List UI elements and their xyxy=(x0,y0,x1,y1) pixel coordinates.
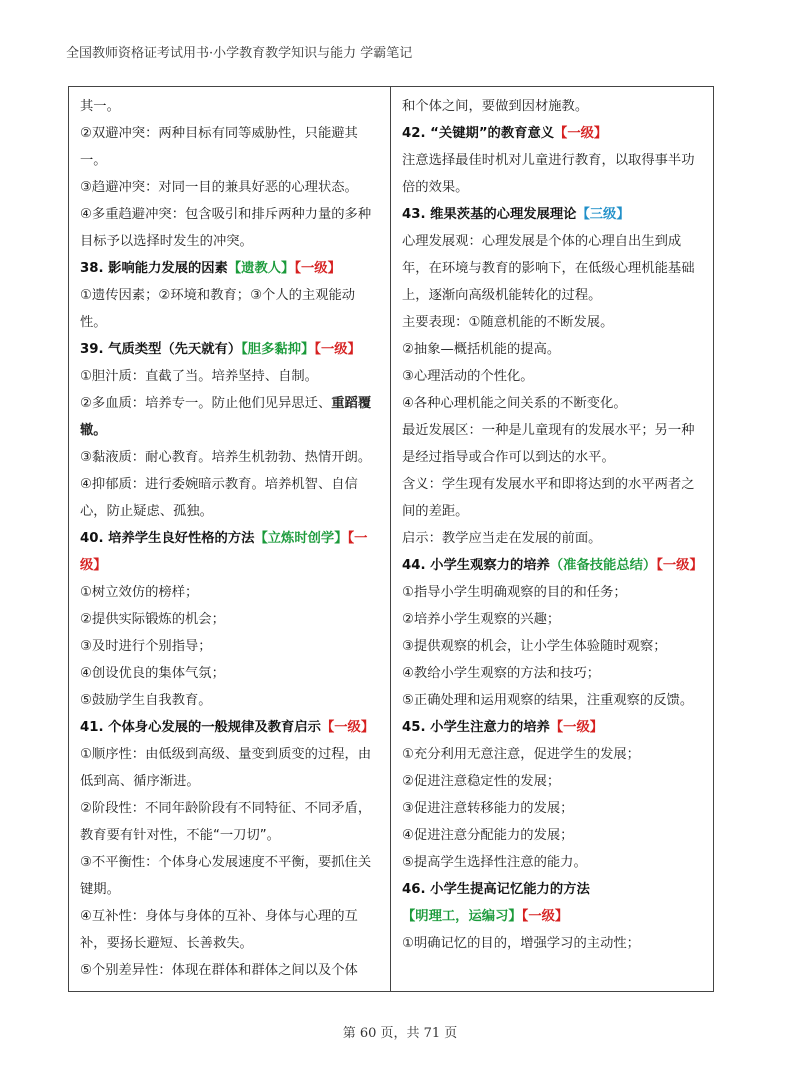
section-heading xyxy=(80,255,380,282)
section-heading xyxy=(402,714,704,741)
left-column xyxy=(80,93,380,984)
body-line: 注意选择最佳时机对儿童进行教育，以取得事半功倍的效果。 xyxy=(402,153,695,195)
body-text: ②多血质：培养专一。防止他们见异思迁、 xyxy=(80,396,332,411)
body-line: ④抑郁质：进行委婉暗示教育。培养机智、自信心，防止疑虑、孤独。 xyxy=(80,477,358,519)
body-line: ①胆汁质：直截了当。培养坚持、自制。 xyxy=(80,369,318,384)
body-line: 和个体之间，要做到因材施教。 xyxy=(402,99,589,114)
body-line: ①充分利用无意注意，促进学生的发展； xyxy=(402,747,640,762)
body-line: ②双避冲突：两种目标有同等威胁性，只能避其一。 xyxy=(80,126,358,168)
heading-title: 43. 维果茨基的心理发展理论 xyxy=(402,207,577,222)
body-line: 主要表现：①随意机能的不断发展。 xyxy=(402,315,614,330)
body-line: ③促进注意转移能力的发展； xyxy=(402,801,574,816)
level-tag: 【一级】 xyxy=(656,558,703,573)
body-line: ⑤个别差异性：体现在群体和群体之间以及个体 xyxy=(80,963,358,978)
body-line: ⑤提高学生选择性注意的能力。 xyxy=(402,855,587,870)
section-heading xyxy=(80,525,380,579)
body-line: ③黏液质：耐心教育。培养生机勃勃、热情开朗。 xyxy=(80,450,372,465)
body-line: ②培养小学生观察的兴趣； xyxy=(402,612,561,627)
heading-title: 39. 气质类型（先天就有） xyxy=(80,342,242,357)
level-tag: 【三级】 xyxy=(576,207,630,222)
body-line: ①遗传因素；②环境和教育；③个人的主观能动性。 xyxy=(80,288,356,330)
section-heading xyxy=(80,336,380,363)
section-heading xyxy=(402,120,704,147)
heading-title: 40. 培养学生良好性格的方法 xyxy=(80,531,255,546)
body-line: ③不平衡性：个体身心发展速度不平衡，要抓住关键期。 xyxy=(80,855,372,897)
page-header: 全国教师资格证考试用书·小学教育教学知识与能力 学霸笔记 xyxy=(66,46,413,61)
heading-title: 41. 个体身心发展的一般规律及教育启示 xyxy=(80,720,321,735)
body-line: ④互补性：身体与身体的互补、身体与心理的互补，要扬长避短、长善救失。 xyxy=(80,909,358,951)
body-line: ④多重趋避冲突：包含吸引和排斥两种力量的多种目标予以选择时发生的冲突。 xyxy=(80,207,372,249)
body-line: ②阶段性：不同年龄阶段有不同特征、不同矛盾，教育要有针对性，不能“一刀切”。 xyxy=(80,801,372,843)
body-line: ③心理活动的个性化。 xyxy=(402,369,534,384)
body-line: ②抽象—概括机能的提高。 xyxy=(402,342,561,357)
section-heading xyxy=(402,876,704,930)
level-tag: 【一级】 xyxy=(521,909,569,924)
mnemonic-tag: 【遗教人】 xyxy=(227,261,295,276)
level-tag: 【一级】 xyxy=(294,261,341,276)
heading-title: 46. 小学生提高记忆能力的方法 xyxy=(402,882,590,897)
section-heading xyxy=(402,201,704,228)
body-line: 启示：教学应当走在发展的前面。 xyxy=(402,531,602,546)
section-heading xyxy=(402,552,704,579)
column-divider xyxy=(390,86,391,992)
body-line: ①顺序性：由低级到高级、量变到质变的过程，由低到高、循序渐进。 xyxy=(80,747,372,789)
body-line: 其一。 xyxy=(80,99,120,114)
mnemonic-tag: （准备技能总结） xyxy=(549,558,657,573)
level-tag: 【一级】 xyxy=(549,720,604,735)
body-line xyxy=(80,390,380,444)
level-tag: 【一级】 xyxy=(80,531,368,573)
mnemonic-tag: 【胆多黏抑】 xyxy=(241,342,315,357)
body-line: ②促进注意稳定性的发展； xyxy=(402,774,561,789)
heading-title: 45. 小学生注意力的培养 xyxy=(402,720,550,735)
right-column xyxy=(402,93,704,957)
body-line: ③及时进行个别指导； xyxy=(80,639,212,654)
body-line: ④各种心理机能之间关系的不断变化。 xyxy=(402,396,627,411)
body-line: 心理发展观：心理发展是个体的心理自出生到成年，在环境与教育的影响下，在低级心理机能基础上，逐渐向高级机能转化的过程。 xyxy=(402,234,695,303)
body-line: 含义：学生现有发展水平和即将达到的水平两者之间的差距。 xyxy=(402,477,695,519)
body-line: ①指导小学生明确观察的目的和任务； xyxy=(402,585,627,600)
heading-title: 38. 影响能力发展的因素 xyxy=(80,261,228,276)
bold-text: 重蹈覆辙。 xyxy=(80,396,372,438)
body-line: ④创设优良的集体气氛； xyxy=(80,666,225,681)
heading-title: 42. “关键期”的教育意义 xyxy=(402,126,555,141)
body-line: ③趋避冲突：对同一目的兼具好恶的心理状态。 xyxy=(80,180,358,195)
section-heading xyxy=(80,714,380,741)
body-line: ①明确记忆的目的，增强学习的主动性； xyxy=(402,936,640,951)
body-line: ⑤正确处理和运用观察的结果，注重观察的反馈。 xyxy=(402,693,694,708)
body-line: ④促进注意分配能力的发展； xyxy=(402,828,574,843)
body-line: ②提供实际锻炼的机会； xyxy=(80,612,225,627)
heading-title: 44. 小学生观察力的培养 xyxy=(402,558,550,573)
body-line: 最近发展区：一种是儿童现有的发展水平；另一种是经过指导或合作可以到达的水平。 xyxy=(402,423,695,465)
page-footer: 第 60 页，共 71 页 xyxy=(342,1026,458,1041)
body-line: ⑤鼓励学生自我教育。 xyxy=(80,693,212,708)
mnemonic-tag: 【立炼时创学】 xyxy=(254,531,348,546)
level-tag: 【一级】 xyxy=(320,720,375,735)
body-line: ③提供观察的机会，让小学生体验随时观察； xyxy=(402,639,667,654)
body-line: ④教给小学生观察的方法和技巧； xyxy=(402,666,601,681)
mnemonic-tag: 【明理工，运编习】 xyxy=(402,909,522,924)
level-tag: 【一级】 xyxy=(314,342,361,357)
body-line: ①树立效仿的榜样； xyxy=(80,585,199,600)
level-tag: 【一级】 xyxy=(554,126,608,141)
